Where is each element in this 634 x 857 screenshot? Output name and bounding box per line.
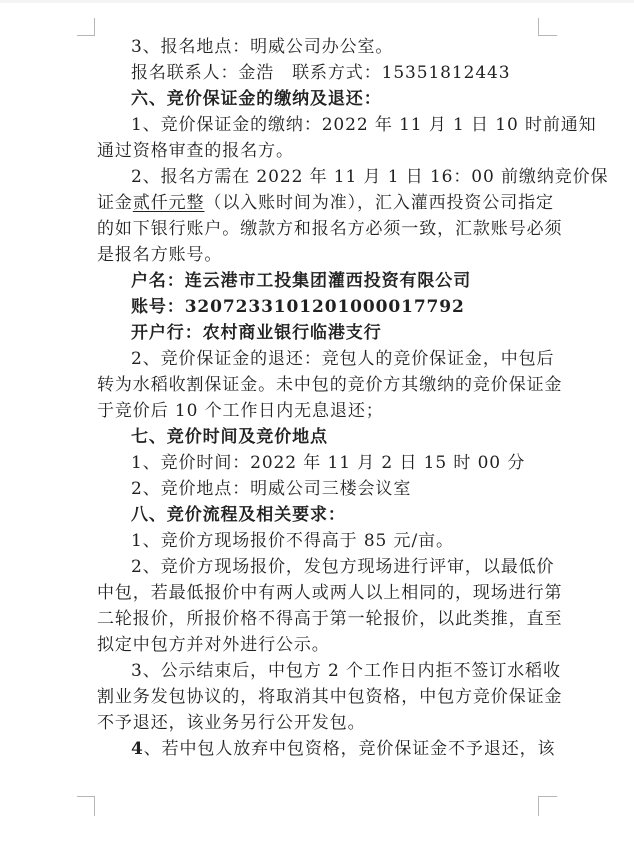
text-segment: 开户行：农村商业银行临港支行 — [131, 323, 382, 343]
text-segment: 割业务发包协议的，将取消其中包资格，中包方竞价保证金 — [97, 687, 563, 707]
text-segment: 报名联系人：金浩 联系方式：15351812443 — [131, 63, 511, 83]
text-segment: 2、报名方需在 2022 年 11 月 1 日 16：00 前缴纳竞价保 — [131, 167, 609, 187]
document-line — [97, 502, 549, 528]
text-segment: 4 — [131, 739, 144, 759]
text-segment: 2、竞价保证金的退还：竞包人的竞价保证金，中包后 — [131, 349, 555, 369]
text-segment: （以入账时间为准），汇入灌西投资公司指定 — [204, 193, 554, 213]
text-segment: 于竞价后 10 个工作日内无息退还； — [97, 401, 384, 421]
document-line — [97, 60, 549, 86]
text-segment: 2、竞价方现场报价，发包方现场进行评审，以最低价 — [131, 557, 555, 577]
text-segment: 1、竞价保证金的缴纳：2022 年 11 月 1 日 10 时前通知 — [131, 115, 597, 135]
document-line — [97, 138, 549, 164]
text-segment: 2、竞价地点：明威公司三楼会议室 — [131, 479, 412, 499]
text-segment: 账号：3207233101201000017792 — [131, 297, 465, 317]
text-segment: 证金 — [97, 193, 133, 213]
document-line — [97, 190, 554, 216]
crop-mark-top-left — [77, 18, 95, 36]
document-body-text — [97, 34, 609, 762]
document-line — [97, 164, 609, 190]
document-line — [97, 320, 549, 346]
document-line — [97, 632, 549, 658]
text-segment: 户名：连云港市工投集团灌西投资有限公司 — [131, 271, 472, 291]
page-top-edge — [0, 0, 634, 3]
text-segment: 、若中包人放弃中包资格，竞价保证金不予退还，该 — [143, 739, 556, 759]
text-segment: 1、竞价方现场报价不得高于 85 元/亩。 — [131, 531, 454, 551]
crop-mark-bottom-left — [77, 796, 95, 816]
text-segment: 中包，若最低报价中有两人或两人以上相同的，现场进行第 — [97, 583, 563, 603]
document-line — [97, 294, 549, 320]
underlined-text: 贰仟元整 — [132, 193, 205, 213]
document-line — [97, 86, 549, 112]
document-line — [97, 112, 597, 138]
text-segment: 拟定中包方并对外进行公示。 — [97, 635, 330, 655]
document-line — [97, 528, 549, 554]
text-segment: 1、竞价时间：2022 年 11 月 2 日 15 时 00 分 — [131, 453, 526, 473]
document-line — [97, 216, 563, 242]
document-line — [97, 580, 563, 606]
document-line — [97, 398, 549, 424]
text-segment: 二轮报价，所报价格不得高于第一轮报价，以此类推，直至 — [97, 609, 563, 629]
text-segment: 八、竞价流程及相关要求： — [131, 505, 346, 525]
document-line — [97, 372, 563, 398]
document-line — [97, 346, 555, 372]
document-line — [97, 476, 549, 502]
document-line — [97, 554, 555, 580]
text-segment: 转为水稻收割保证金。未中包的竞价方其缴纳的竞价保证金 — [97, 375, 563, 395]
document-line — [97, 424, 549, 450]
document-line — [97, 242, 549, 268]
document-line — [97, 450, 549, 476]
text-segment: 3、报名地点：明威公司办公室。 — [131, 37, 394, 57]
text-segment: 通过资格审查的报名方。 — [97, 141, 294, 161]
text-segment: 的如下银行账户。缴款方和报名方必须一致，汇款账号必须 — [97, 219, 563, 239]
document-line — [97, 34, 549, 60]
document-line — [97, 606, 563, 632]
text-segment: 是报名方账号。 — [97, 245, 223, 265]
crop-mark-bottom-right — [538, 796, 557, 816]
text-segment: 3、公示结束后，中包方 2 个工作日内拒不签订水稻收 — [131, 661, 561, 681]
document-line — [97, 658, 561, 684]
document-line — [97, 710, 549, 736]
text-segment: 不予退还，该业务另行公开发包。 — [97, 713, 366, 733]
document-line — [97, 736, 556, 762]
document-line — [97, 684, 563, 710]
document-line — [97, 268, 549, 294]
text-segment: 六、竞价保证金的缴纳及退还： — [131, 89, 382, 109]
text-segment: 七、竞价时间及竞价地点 — [131, 427, 328, 447]
